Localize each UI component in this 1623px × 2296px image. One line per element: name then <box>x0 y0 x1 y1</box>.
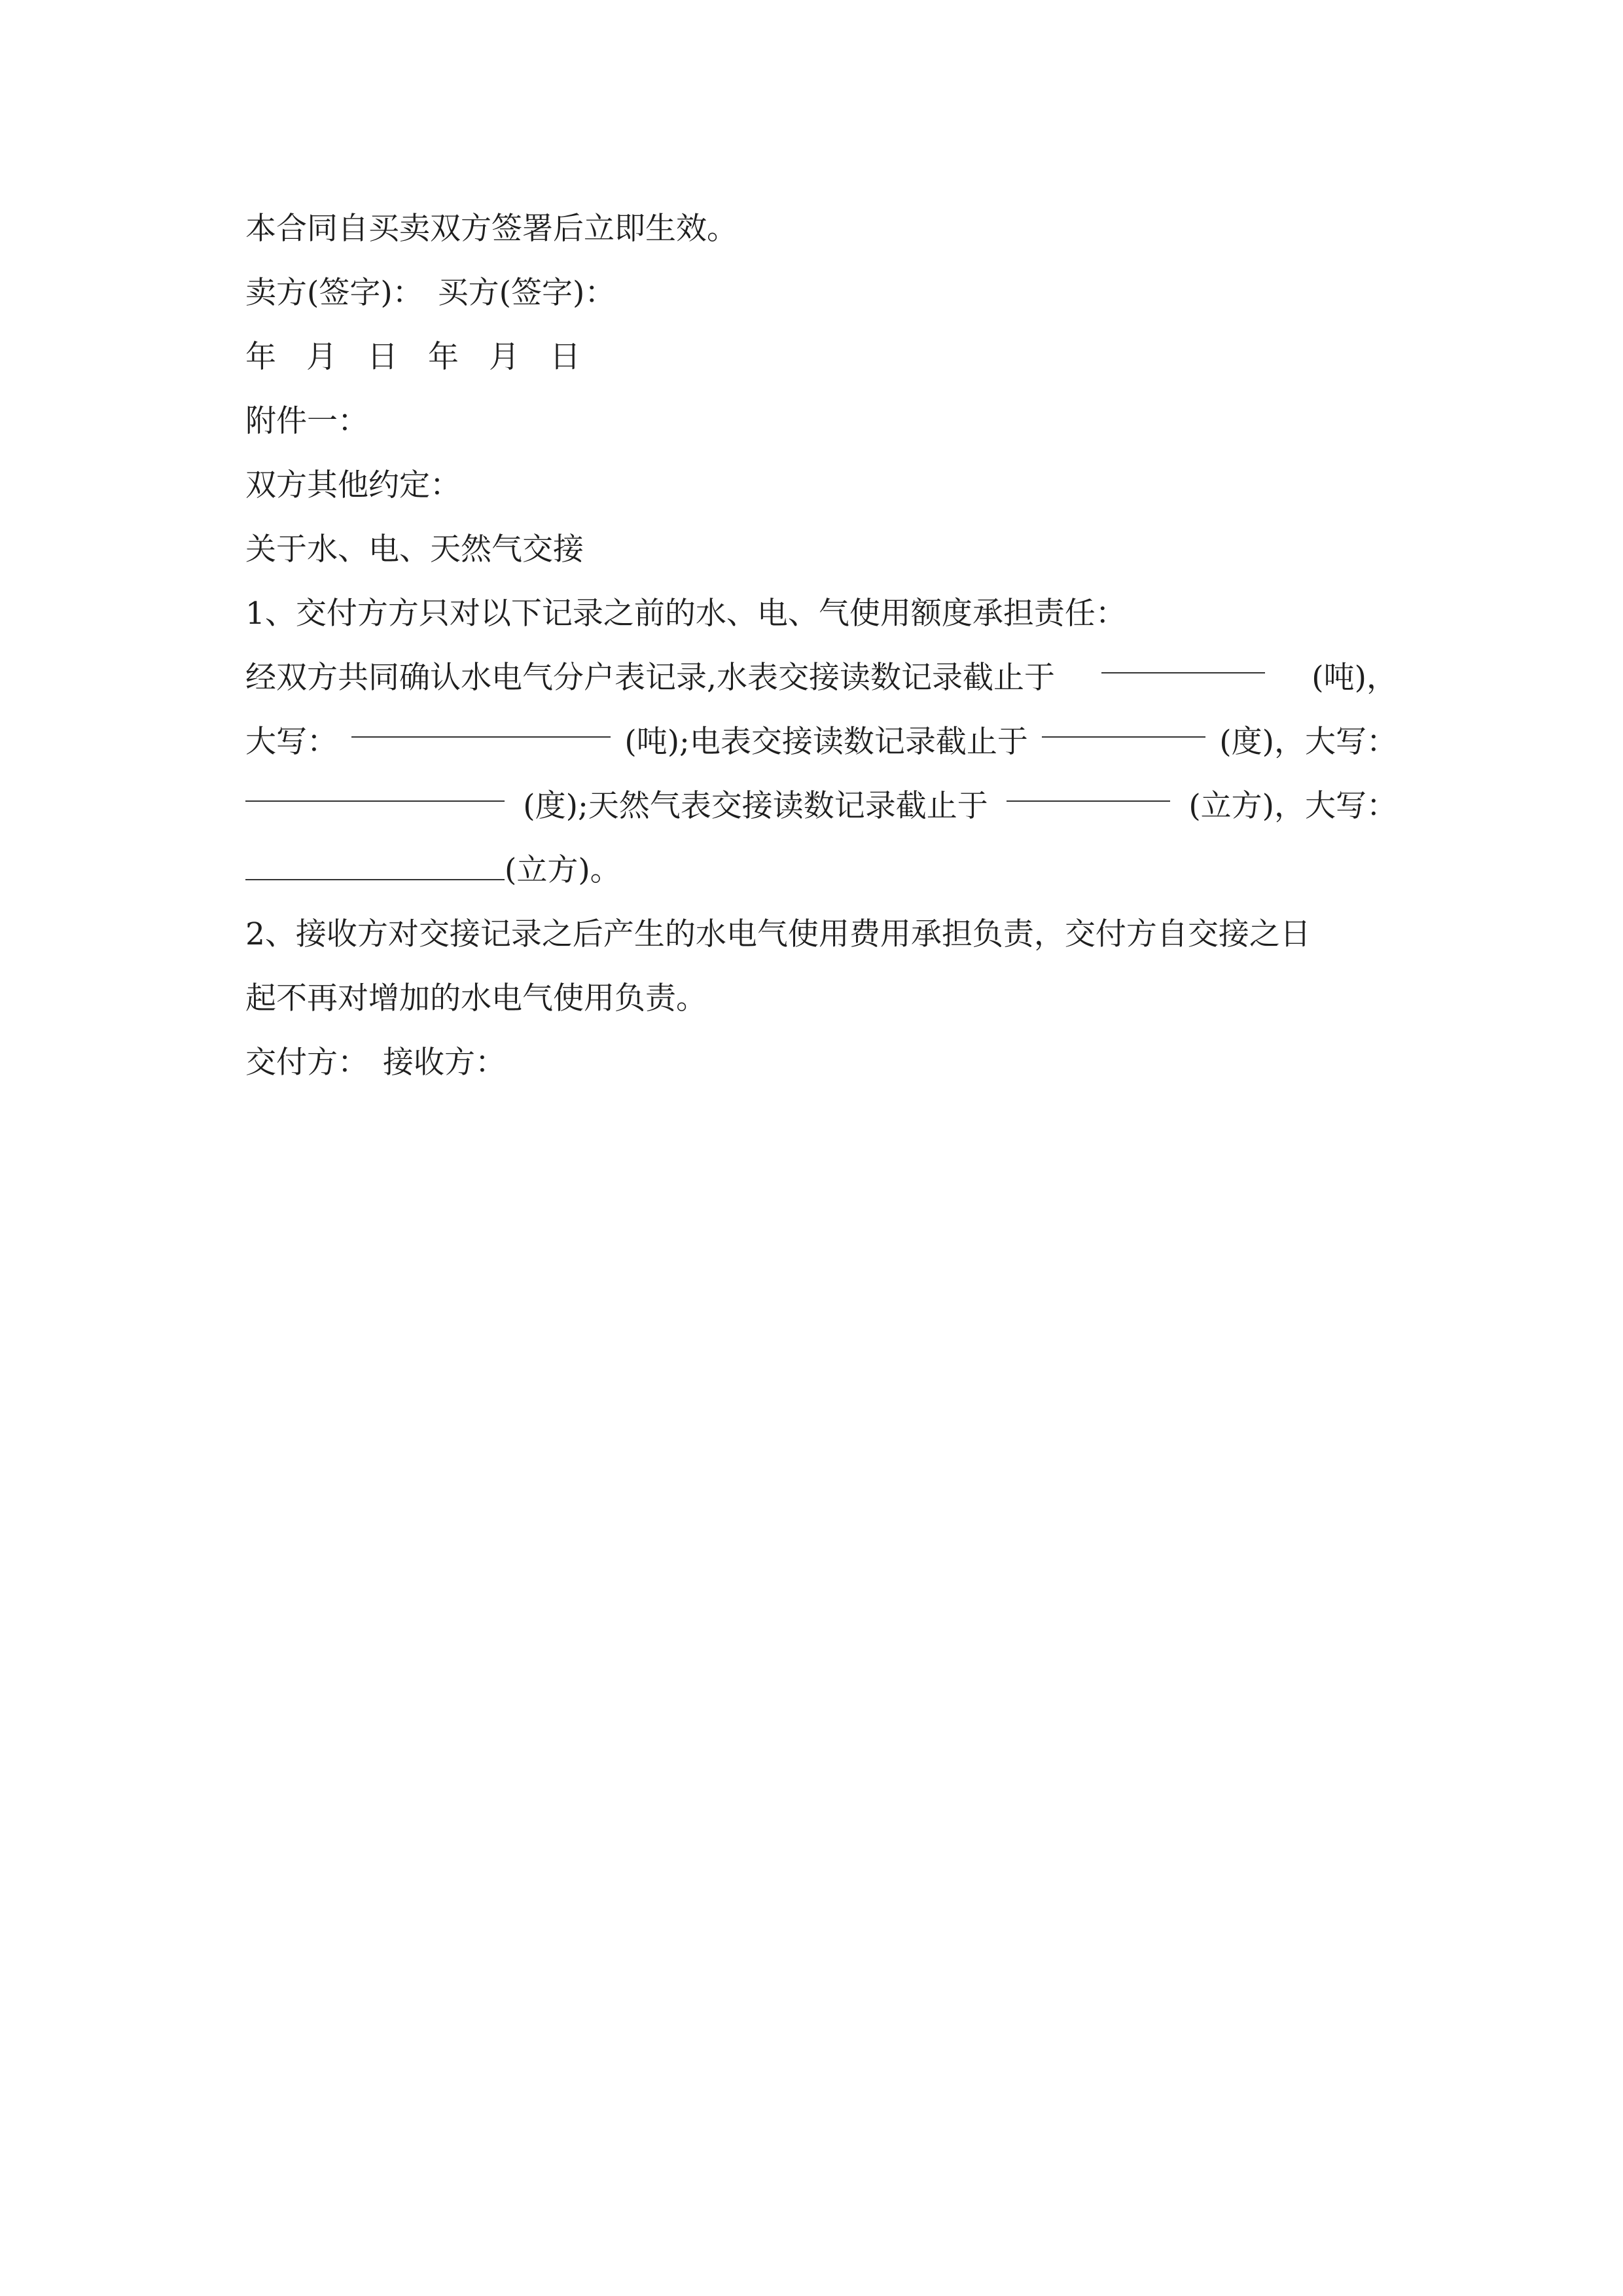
date-day-1: 日 <box>367 339 398 375</box>
receiver-label: 接收方： <box>383 1045 506 1081</box>
meter-reading-line-3 <box>245 774 1397 838</box>
other-agreements-heading: 双方其他约定： <box>245 467 461 503</box>
signature-line <box>245 261 1397 325</box>
date-year-2: 年 <box>428 339 459 375</box>
utilities-handover-heading: 关于水、电、天然气交接 <box>245 531 584 567</box>
gas-capital-blank <box>245 853 505 880</box>
clause-1: 1、交付方方只对以下记录之前的水、电、气使用额度承担责任： <box>245 596 1126 632</box>
meter-reading-line-4 <box>245 838 1397 903</box>
clause-2: 2、接收方对交接记录之后产生的水电气使用费用承担负责，交付方自交接之日 <box>245 916 1311 952</box>
seller-signature-label: 卖方(签字)： <box>245 275 423 311</box>
effective-clause: 本合同自买卖双方签署后立即生效。 <box>245 211 738 247</box>
water-unit: (吨)， <box>1311 660 1397 696</box>
water-meter-text: 经双方共同确认水电气分户表记录,水表交接读数记录截止于 <box>245 660 1055 696</box>
attachment-heading: 附件一： <box>245 403 368 439</box>
water-reading-blank <box>1101 646 1265 673</box>
date-day-2: 日 <box>550 339 580 375</box>
electric-reading-blank <box>1042 710 1205 738</box>
electric-meter-text: (吨);电表交接读数记录截止于 <box>624 724 1028 760</box>
electric-capital-blank <box>245 774 505 802</box>
gas-meter-text: (度);天然气表交接读数记录截止于 <box>523 788 988 824</box>
contract-body <box>245 197 1397 1095</box>
gas-capital-unit: (立方)。 <box>505 852 621 888</box>
meter-reading-line-1 <box>245 646 1397 710</box>
water-capital-blank <box>351 710 611 738</box>
deliverer-label: 交付方： <box>245 1045 368 1081</box>
date-month-1: 月 <box>306 339 337 375</box>
date-line <box>245 325 1397 389</box>
handover-signature-line <box>245 1031 1397 1095</box>
date-month-2: 月 <box>489 339 520 375</box>
capital-label: 大写： <box>245 724 338 760</box>
gas-reading-blank <box>1007 774 1170 802</box>
clause-2-continued: 起不再对增加的水电气使用负责。 <box>245 980 707 1016</box>
date-year-1: 年 <box>245 339 276 375</box>
gas-unit: (立方)，大写： <box>1188 788 1397 824</box>
electric-unit: (度)，大写： <box>1219 724 1397 760</box>
buyer-signature-label: 买方(签字)： <box>437 275 616 311</box>
meter-reading-line-2 <box>245 710 1397 774</box>
